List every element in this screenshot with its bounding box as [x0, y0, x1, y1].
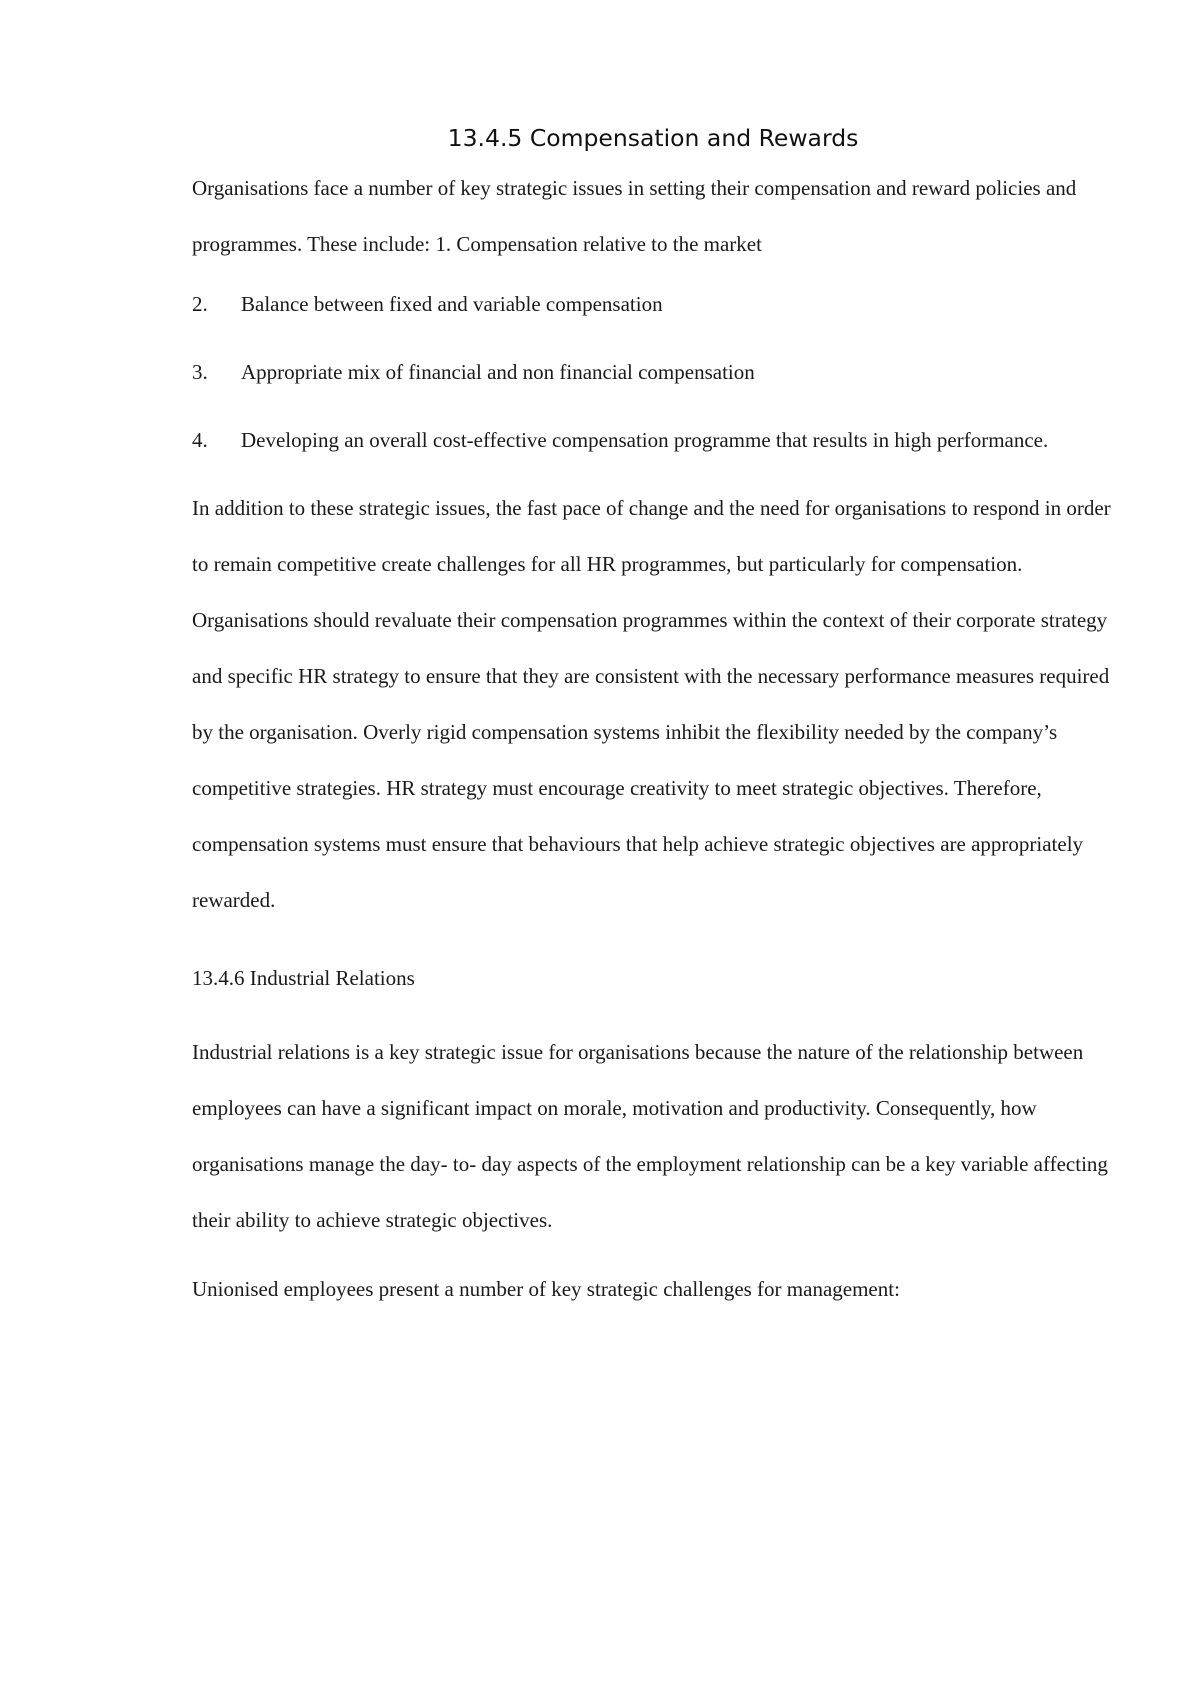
list-item: [192, 412, 1114, 468]
strategic-issues-paragraph: In addition to these strategic issues, the fast pace of change and the need for organisations to respond in order to remain competitive create challenges for all HR programmes, but particularly for compensation. Organisations should revaluate their compensation programmes within the context of their corporate strategy and specific HR strategy to ensure that they are consistent with the necessary performance measures required by the organisation. Overly rigid compensation systems inhibit the flexibility needed by the company’s competitive strategies. HR strategy must encourage creativity to meet strategic objectives. Therefore, compensation systems must ensure that behaviours that help achieve strategic objectives are appropriately rewarded.: [192, 496, 1111, 912]
unionised-employees-paragraph: Unionised employees present a number of key strategic challenges for management:: [192, 1277, 900, 1301]
list-item-text: Balance between fixed and variable compensation: [241, 292, 663, 316]
list-item-number: 2.: [192, 292, 208, 316]
list-item-number: 4.: [192, 428, 208, 452]
strategic-issues-list: [192, 276, 1114, 468]
list-item: [192, 276, 1114, 332]
list-item-number: 3.: [192, 360, 208, 384]
list-item-text: Developing an overall cost-effective compensation programme that results in high performance.: [241, 428, 1049, 452]
section-heading-industrial-relations: 13.4.6 Industrial Relations: [192, 966, 415, 990]
industrial-relations-paragraph: Industrial relations is a key strategic issue for organisations because the nature of the relationship between employees can have a significant impact on morale, motivation and productivity. Consequently, how organisations manage the day- to- day aspects of the employment relationship can be a key variable affecting their ability to achieve strategic objectives.: [192, 1040, 1108, 1232]
intro-paragraph: Organisations face a number of key strategic issues in setting their compensation and reward policies and programmes. These include: 1. Compensation relative to the market: [192, 176, 1077, 256]
list-item: [192, 344, 1114, 400]
document-body: [192, 118, 1114, 1317]
section-heading-compensation: 13.4.5 Compensation and Rewards: [447, 124, 859, 152]
list-item-text: Appropriate mix of financial and non financial compensation: [241, 360, 755, 384]
